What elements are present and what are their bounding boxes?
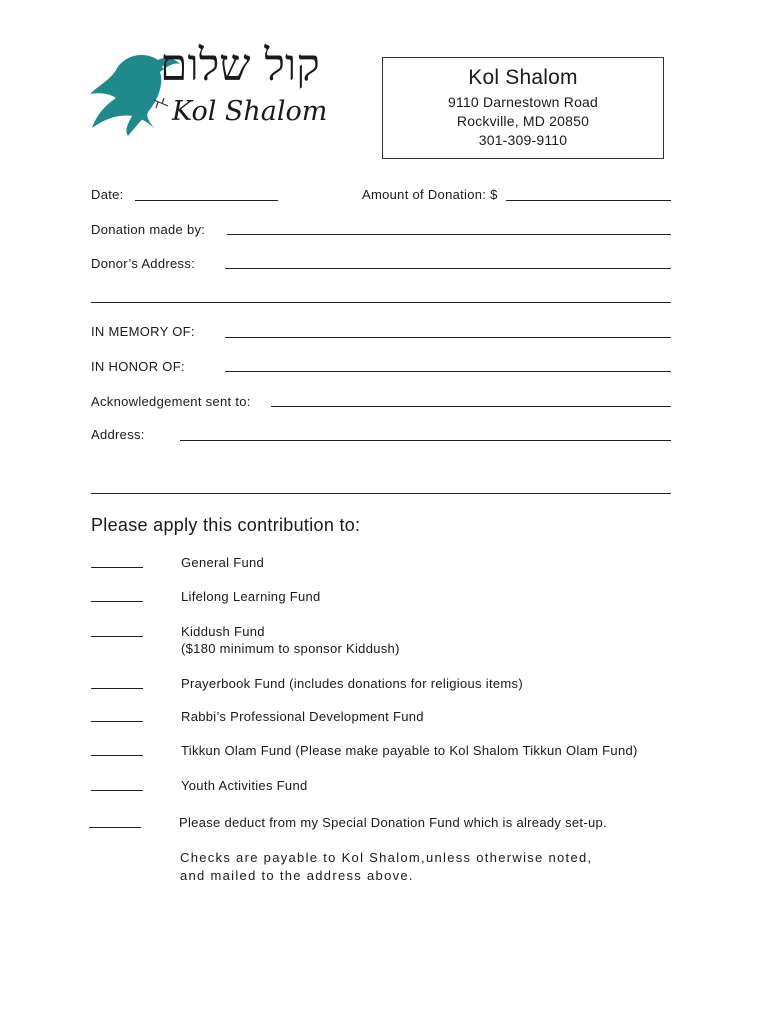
payment-note — [180, 849, 592, 885]
amount-field[interactable] — [506, 200, 671, 201]
amount-label: Amount of Donation: $ — [362, 187, 498, 202]
address-city: Rockville, MD 20850 — [456, 113, 590, 129]
logo-hebrew-text: קול שלום — [160, 40, 320, 91]
address-box — [382, 57, 664, 159]
address-label: Address: — [91, 427, 145, 442]
general-fund-blank[interactable] — [91, 567, 143, 568]
rabbi-development-fund-blank[interactable] — [91, 721, 143, 722]
lifelong-learning-fund-label: Lifelong Learning Fund — [181, 589, 321, 604]
date-field[interactable] — [135, 200, 278, 201]
in-memory-label: IN MEMORY OF: — [91, 324, 195, 339]
donor-address-field-2[interactable] — [91, 302, 671, 303]
kiddush-fund-note: ($180 minimum to sponsor Kiddush) — [181, 641, 400, 656]
address-field-2[interactable] — [91, 493, 671, 494]
special-donation-fund-label: Please deduct from my Special Donation Fund which is already set-up. — [179, 815, 607, 830]
payment-note-line-1: Checks are payable to Kol Shalom,unless otherwise noted, — [180, 850, 593, 865]
address-title: Kol Shalom — [468, 66, 578, 89]
apply-heading: Please apply this contribution to: — [91, 515, 361, 535]
general-fund-label: General Fund — [181, 555, 265, 570]
prayerbook-fund-label: Prayerbook Fund (includes donations for religious items) — [181, 676, 523, 691]
address-phone: 301-309-9110 — [478, 132, 568, 148]
kiddush-fund-blank[interactable] — [91, 636, 143, 637]
address-field[interactable] — [180, 440, 671, 441]
in-memory-field[interactable] — [225, 337, 671, 338]
prayerbook-fund-blank[interactable] — [91, 688, 143, 689]
tikkun-olam-fund-label: Tikkun Olam Fund (Please make payable to Kol Shalom Tikkun Olam Fund) — [181, 743, 638, 758]
in-honor-field[interactable] — [225, 371, 671, 372]
youth-activities-fund-label: Youth Activities Fund — [181, 778, 308, 793]
rabbi-development-fund-label: Rabbi’s Professional Development Fund — [181, 709, 424, 724]
donor-address-label: Donor’s Address: — [91, 256, 196, 271]
acknowledgement-field[interactable] — [271, 406, 671, 407]
payment-note-line-2: and mailed to the address above. — [180, 868, 414, 883]
youth-activities-fund-blank[interactable] — [91, 790, 143, 791]
donation-by-label: Donation made by: — [91, 222, 206, 237]
donation-by-field[interactable] — [227, 234, 671, 235]
donor-address-field[interactable] — [225, 268, 671, 269]
special-donation-fund-blank[interactable] — [89, 827, 141, 828]
logo-english-text: Kol Shalom — [172, 96, 328, 127]
kiddush-fund-label: Kiddush Fund — [181, 624, 265, 639]
acknowledgement-label: Acknowledgement sent to: — [91, 394, 251, 409]
in-honor-label: IN HONOR OF: — [91, 359, 185, 374]
lifelong-learning-fund-blank[interactable] — [91, 601, 143, 602]
tikkun-olam-fund-blank[interactable] — [91, 755, 143, 756]
date-label: Date: — [91, 187, 124, 202]
address-street: 9110 Darnestown Road — [447, 94, 599, 110]
